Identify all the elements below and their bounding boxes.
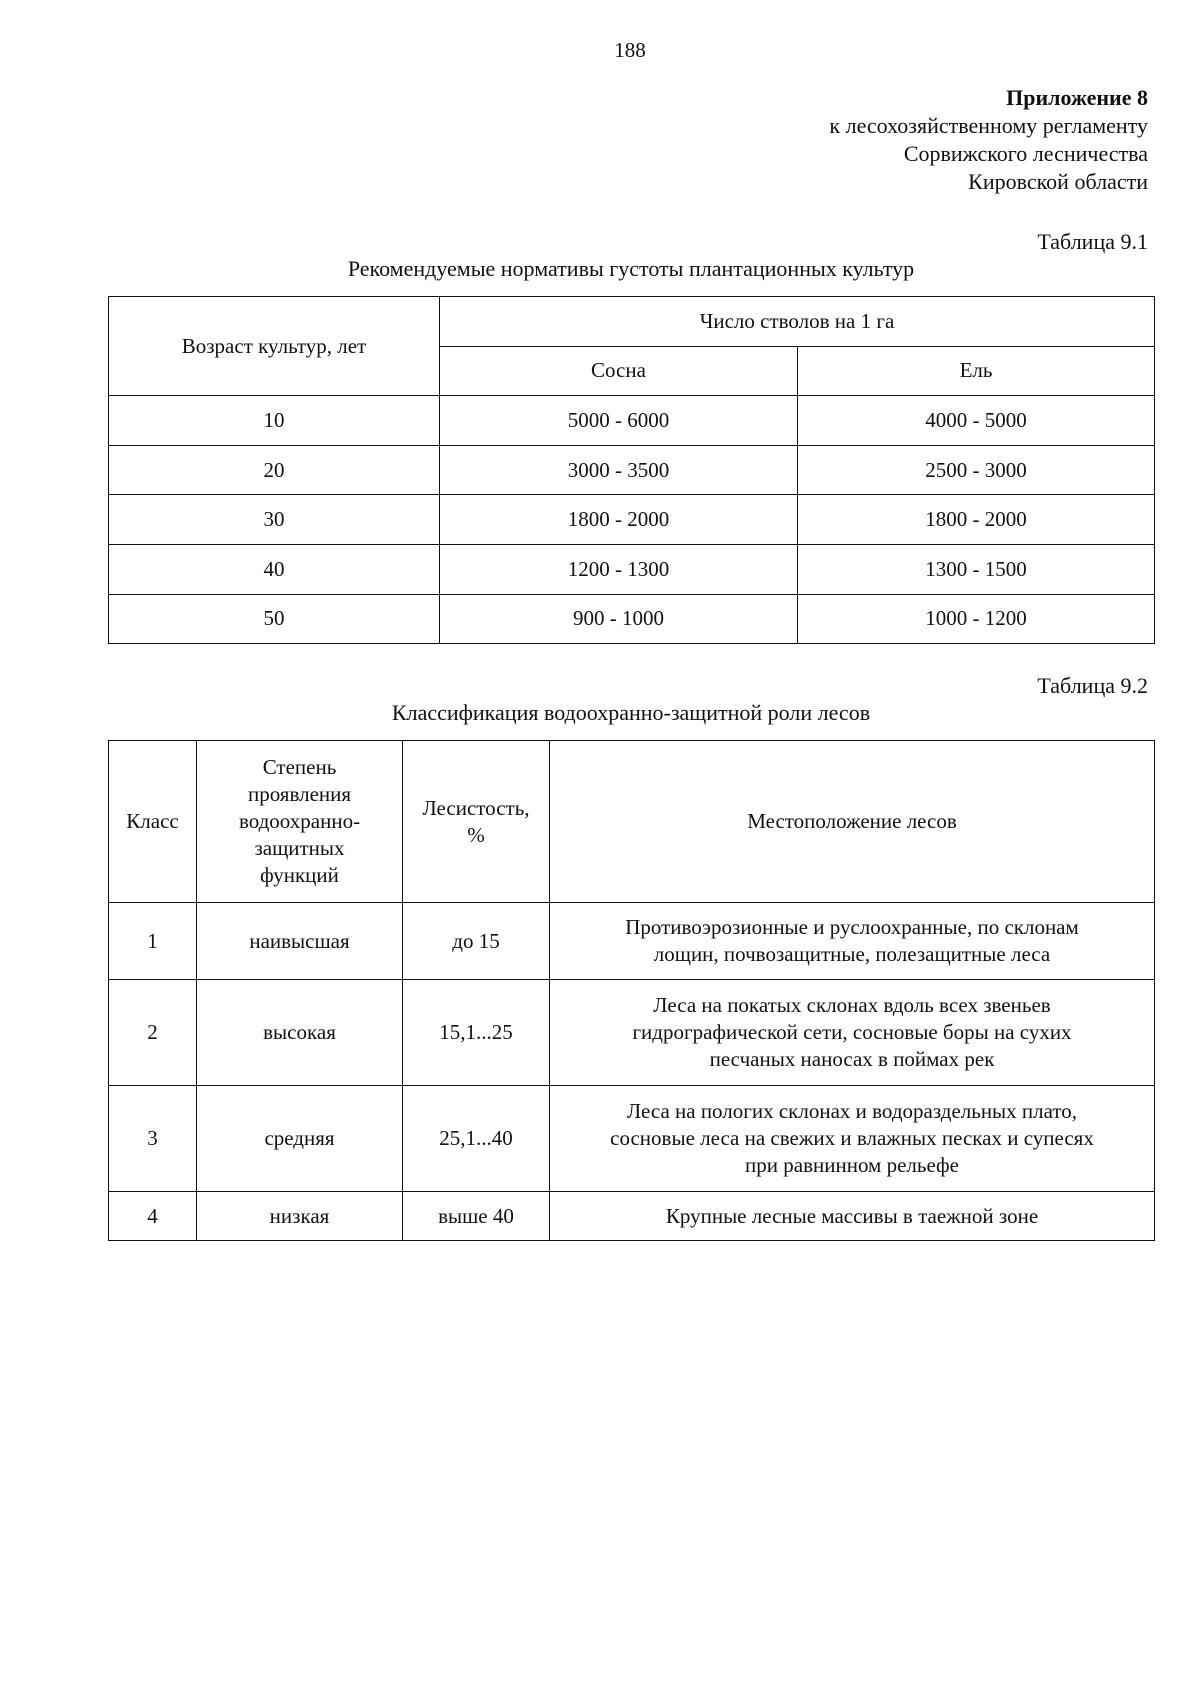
- cell-pine: 900 - 1000: [440, 594, 798, 644]
- table-row: [109, 445, 1155, 495]
- cell-location: [550, 1086, 1155, 1192]
- cell-spruce: 4000 - 5000: [798, 396, 1155, 446]
- cell-class: 2: [109, 980, 197, 1086]
- appendix-title: Приложение 8: [1006, 85, 1148, 110]
- header-forest-cover: [403, 741, 550, 903]
- header-degree-line: водоохранно-: [238, 809, 361, 833]
- cell-class: 3: [109, 1086, 197, 1192]
- header-class: Класс: [109, 741, 197, 903]
- location-line: при равнинном рельефе: [745, 1153, 959, 1177]
- location-line: Леса на покатых склонах вдоль всех звеньев: [653, 993, 1051, 1017]
- table-row: [109, 1192, 1155, 1241]
- cell-spruce: 1800 - 2000: [798, 495, 1155, 545]
- cell-pine: 1800 - 2000: [440, 495, 798, 545]
- table-row: [109, 544, 1155, 594]
- cell-degree: средняя: [197, 1086, 403, 1192]
- page-number: 188: [614, 38, 646, 62]
- cell-location: [550, 980, 1155, 1086]
- planting-density-table: [108, 296, 1155, 644]
- table-row: [109, 495, 1155, 545]
- header-age: Возраст культур, лет: [109, 297, 440, 396]
- table1-caption: Рекомендуемые нормативы густоты плантационных культур: [347, 256, 915, 281]
- cell-class: 4: [109, 1192, 197, 1241]
- cell-age: 40: [109, 544, 440, 594]
- appendix-header: [829, 84, 1148, 196]
- header-pine: Сосна: [440, 346, 798, 396]
- appendix-line: к лесохозяйственному регламенту: [829, 113, 1148, 138]
- table1-label: Таблица 9.1: [1037, 229, 1148, 254]
- location-line: лощин, почвозащитные, полезащитные леса: [653, 942, 1051, 966]
- table2-caption: Классификация водоохранно-защитной роли лесов: [391, 700, 871, 725]
- location-line: Крупные лесные массивы в таежной зоне: [665, 1203, 1039, 1228]
- header-trunks-per-ha: Число стволов на 1 га: [440, 297, 1155, 347]
- location-line: Противоэрозионные и руслоохранные, по склонам: [625, 915, 1079, 939]
- cell-pine: 5000 - 6000: [440, 396, 798, 446]
- cell-forest-cover: 15,1...25: [403, 980, 550, 1086]
- table-row: [109, 903, 1155, 980]
- header-degree-line: защитных: [254, 836, 345, 860]
- table-row: [109, 1086, 1155, 1192]
- table2-label: Таблица 9.2: [1037, 673, 1148, 698]
- header-forest-cover-line: %: [467, 822, 485, 847]
- appendix-line: Кировской области: [968, 169, 1148, 194]
- cell-degree: низкая: [197, 1192, 403, 1241]
- location-line: Леса на пологих склонах и водораздельных плато,: [626, 1099, 1078, 1123]
- table-row: [109, 396, 1155, 446]
- cell-degree: высокая: [197, 980, 403, 1086]
- header-spruce: Ель: [798, 346, 1155, 396]
- header-degree-line: функций: [260, 863, 339, 887]
- cell-forest-cover: 25,1...40: [403, 1086, 550, 1192]
- location-line: гидрографической сети, сосновые боры на сухих: [632, 1020, 1072, 1044]
- location-line: сосновые леса на свежих и влажных песках и супесях: [610, 1126, 1094, 1150]
- location-line: песчаных наносах в поймах рек: [709, 1047, 995, 1071]
- table-row: [109, 980, 1155, 1086]
- cell-spruce: 1300 - 1500: [798, 544, 1155, 594]
- appendix-line: Сорвижского лесничества: [903, 141, 1148, 166]
- cell-class: 1: [109, 903, 197, 980]
- cell-location: [550, 1192, 1155, 1241]
- cell-pine: 3000 - 3500: [440, 445, 798, 495]
- header-forest-cover-line: Лесистость,: [422, 795, 530, 820]
- cell-forest-cover: выше 40: [403, 1192, 550, 1241]
- header-degree-line: Степень: [262, 755, 337, 779]
- table-header-row: [109, 741, 1155, 903]
- cell-age: 20: [109, 445, 440, 495]
- water-protection-class-table: [108, 740, 1155, 1241]
- header-location: Местоположение лесов: [550, 741, 1155, 903]
- cell-pine: 1200 - 1300: [440, 544, 798, 594]
- cell-age: 10: [109, 396, 440, 446]
- cell-spruce: 2500 - 3000: [798, 445, 1155, 495]
- cell-degree: наивысшая: [197, 903, 403, 980]
- cell-forest-cover: до 15: [403, 903, 550, 980]
- table-row: [109, 594, 1155, 644]
- cell-age: 50: [109, 594, 440, 644]
- table-header-row: [109, 297, 1155, 347]
- cell-age: 30: [109, 495, 440, 545]
- cell-spruce: 1000 - 1200: [798, 594, 1155, 644]
- header-degree-line: проявления: [247, 782, 352, 806]
- cell-location: [550, 903, 1155, 980]
- header-degree: [197, 741, 403, 903]
